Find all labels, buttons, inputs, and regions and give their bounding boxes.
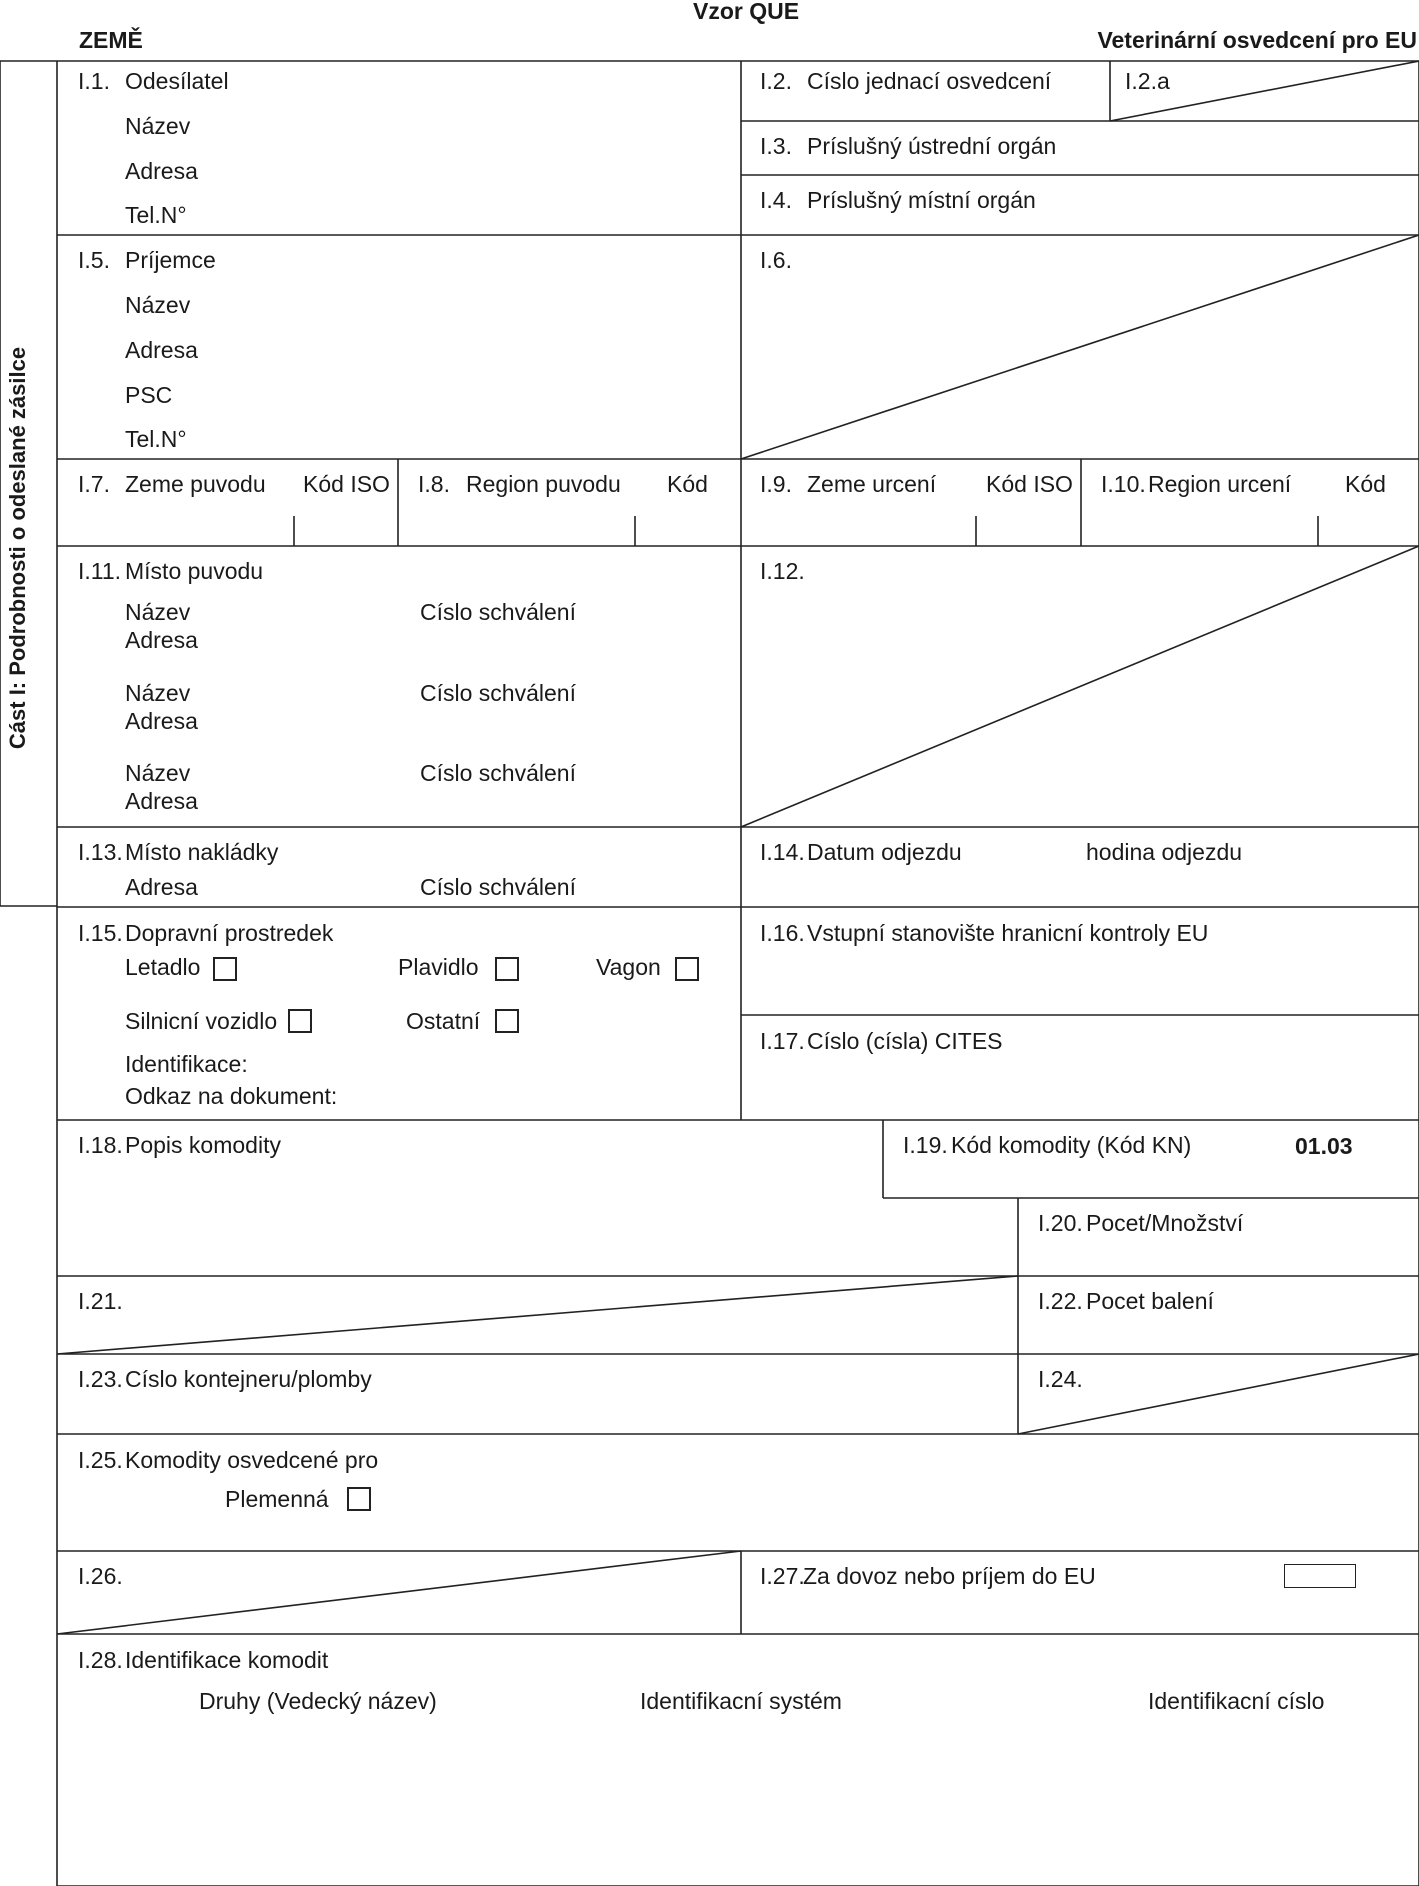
consignee-address-label: Adresa [125,337,198,363]
region-code-label: Kód [667,471,708,497]
wagon-checkbox[interactable] [675,957,699,981]
other-transport-checkbox[interactable] [495,1009,519,1033]
field-number: I.7. [78,471,110,497]
consignor-label: Odesílatel [125,68,229,94]
commodity-identification-label: Identifikace komodit [125,1647,329,1673]
consignee-label: Príjemce [125,247,216,273]
document-reference-label: Odkaz na dokument: [125,1083,338,1109]
iso-code-label: Kód ISO [986,471,1073,497]
border-inspection-post-label: Vstupní stanovište hranicní kontroly EU [807,920,1209,946]
field-number: I.6. [760,247,792,273]
departure-time-label: hodina odjezdu [1086,839,1243,865]
import-admission-checkbox[interactable] [1284,1564,1356,1588]
country-of-origin-label: Zeme puvodu [125,471,266,497]
field-number: I.19. [903,1132,948,1158]
region-of-destination-label: Region urcení [1148,471,1292,497]
central-authority-label: Príslušný ústrední orgán [807,133,1057,159]
aircraft-label: Letadlo [125,954,201,980]
field-number: I.10. [1101,471,1146,497]
cites-number-label: Císlo (císla) CITES [807,1028,1003,1054]
region-code-label: Kód [1345,471,1386,497]
field-number: I.20. [1038,1210,1083,1236]
loading-approval-label: Císlo schválení [420,874,576,900]
breeding-checkbox[interactable] [347,1487,371,1511]
field-number: I.18. [78,1132,123,1158]
road-vehicle-label: Silnicní vozidlo [125,1008,278,1034]
origin-approval-label: Císlo schválení [420,760,576,786]
number-of-packages-label: Pocet balení [1086,1288,1214,1314]
quantity-label: Pocet/Množství [1086,1210,1244,1236]
country-of-destination-label: Zeme urcení [807,471,937,497]
origin-address-label: Adresa [125,788,198,814]
other-transport-label: Ostatní [406,1008,481,1034]
vessel-label: Plavidlo [398,954,479,980]
field-number: I.12. [760,558,805,584]
identification-number-column-header: Identifikacní císlo [1148,1688,1325,1714]
field-number: I.24. [1038,1366,1083,1392]
departure-date-label: Datum odjezdu [807,839,962,865]
origin-name-label: Název [125,680,191,706]
field-number: I.17. [760,1028,805,1054]
consignor-tel-label: Tel.N° [125,202,187,228]
origin-approval-label: Císlo schválení [420,599,576,625]
field-number: I.28. [78,1647,123,1673]
field-number: I.16. [760,920,805,946]
field-number: I.2. [760,68,792,94]
aircraft-checkbox[interactable] [213,957,237,981]
field-number: I.9. [760,471,792,497]
local-authority-label: Príslušný místní orgán [807,187,1036,213]
commodity-description-label: Popis komodity [125,1132,281,1158]
field-number: I.27. [760,1563,805,1589]
breeding-label: Plemenná [225,1486,329,1512]
identification-label: Identifikace: [125,1051,248,1077]
origin-address-label: Adresa [125,627,198,653]
field-number: I.25. [78,1447,123,1473]
field-number: I.22. [1038,1288,1083,1314]
consignee-name-label: Název [125,292,191,318]
loading-address-label: Adresa [125,874,198,900]
field-number: I.15. [78,920,123,946]
model-title: Vzor QUE [693,0,800,24]
field-number: I.5. [78,247,110,273]
origin-address-label: Adresa [125,708,198,734]
species-column-header: Druhy (Vedecký název) [199,1688,437,1714]
origin-name-label: Název [125,599,191,625]
certified-for-label: Komodity osvedcené pro [125,1447,379,1473]
commodity-code-value: 01.03 [1295,1133,1353,1159]
region-of-origin-label: Region puvodu [466,471,621,497]
origin-name-label: Název [125,760,191,786]
part-label: Cást I: Podrobnosti o odeslané zásilce [5,346,30,750]
iso-code-label: Kód ISO [303,471,390,497]
field-number: I.11. [78,558,122,584]
consignee-postcode-label: PSC [125,382,173,408]
consignor-name-label: Název [125,113,191,139]
origin-approval-label: Císlo schválení [420,680,576,706]
identification-system-column-header: Identifikacní systém [640,1688,842,1714]
field-number: I.23. [78,1366,123,1392]
field-number: I.8. [418,471,450,497]
road-vehicle-checkbox[interactable] [288,1009,312,1033]
field-number: I.21. [78,1288,123,1314]
field-number: I.14. [760,839,805,865]
field-number: I.4. [760,187,792,213]
wagon-label: Vagon [596,954,661,980]
country-label: ZEMĚ [79,27,143,53]
vessel-checkbox[interactable] [495,957,519,981]
commodity-code-label: Kód komodity (Kód KN) [951,1132,1192,1158]
certificate-reference-label: Císlo jednací osvedcení [807,68,1052,94]
place-of-origin-label: Místo puvodu [125,558,264,584]
field-number: I.26. [78,1563,123,1589]
certificate-title: Veterinární osvedcení pro EU [1097,27,1417,53]
consignor-address-label: Adresa [125,158,198,184]
field-number: I.1. [78,68,110,94]
means-of-transport-label: Dopravní prostredek [125,920,334,946]
consignee-tel-label: Tel.N° [125,426,187,452]
import-admission-label: Za dovoz nebo príjem do EU [803,1563,1096,1589]
field-number: I.3. [760,133,792,159]
field-number: I.2.a [1125,68,1170,94]
container-seal-label: Císlo kontejneru/plomby [125,1366,372,1392]
field-number: I.13. [78,839,123,865]
place-of-loading-label: Místo nakládky [125,839,279,865]
